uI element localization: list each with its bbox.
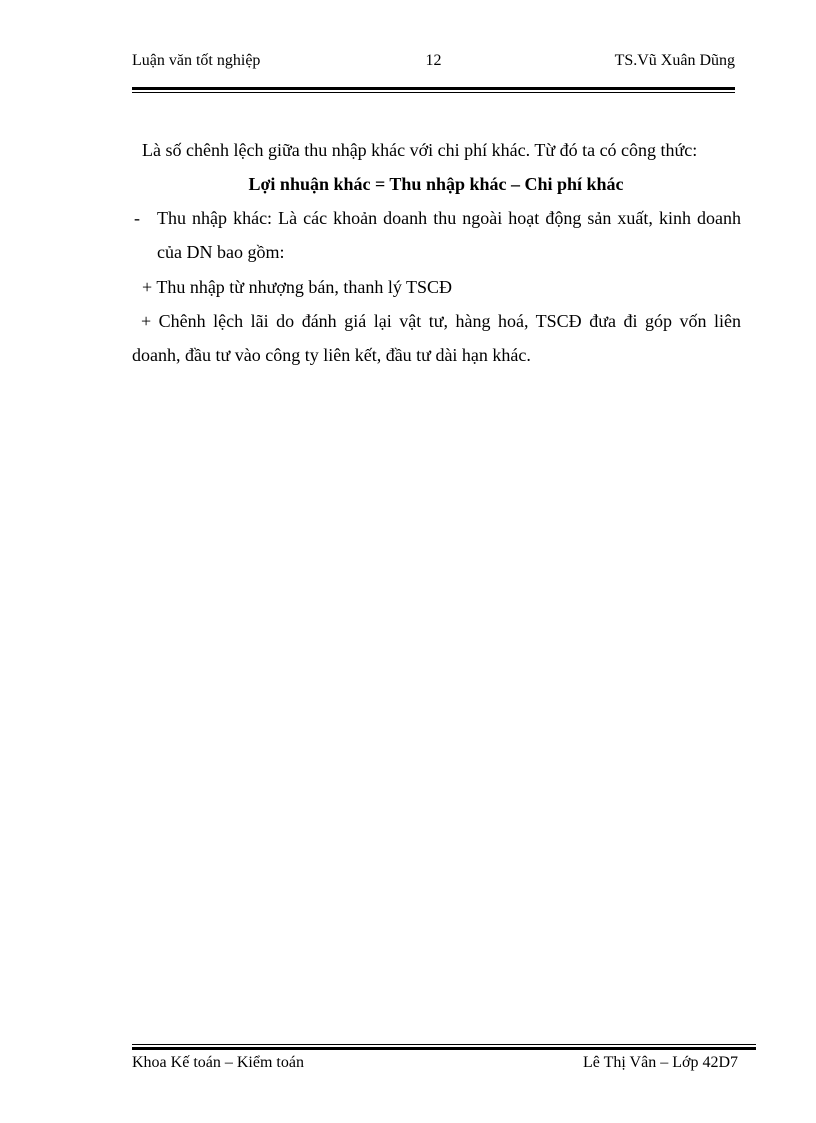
intro-paragraph: Là số chênh lệch giữa thu nhập khác với chi phí khác. Từ đó ta có công thức: xyxy=(142,140,698,160)
list-item-sale-of-assets: + Thu nhập từ nhượng bán, thanh lý TSCĐ xyxy=(142,277,453,297)
bullet-marker: - xyxy=(134,208,140,228)
list-item-revaluation-line1: + Chênh lệch lãi do đánh giá lại vật tư, hàng hoá, TSCĐ đưa đi góp vốn liên xyxy=(141,311,741,331)
footer-author: Lê Thị Vân – Lớp 42D7 xyxy=(583,1054,738,1071)
footer-department: Khoa Kế toán – Kiểm toán xyxy=(132,1054,304,1071)
header-supervisor: TS.Vũ Xuân Dũng xyxy=(614,52,735,69)
footer-divider xyxy=(132,1044,756,1050)
formula-heading: Lợi nhuận khác = Thu nhập khác – Chi phí khác xyxy=(248,174,624,194)
page-number: 12 xyxy=(425,52,442,69)
bullet-text-line1: Thu nhập khác: Là các khoản doanh thu ngoài hoạt động sản xuất, kinh doanh xyxy=(157,208,741,228)
bullet-text-line2: của DN bao gồm: xyxy=(157,242,285,262)
page-footer xyxy=(132,1054,756,1076)
header-thesis-label: Luận văn tốt nghiệp xyxy=(132,52,261,69)
list-item-revaluation-line2: doanh, đầu tư vào công ty liên kết, đầu tư dài hạn khác. xyxy=(132,345,531,365)
page-header xyxy=(132,52,735,74)
header-divider xyxy=(132,87,735,93)
